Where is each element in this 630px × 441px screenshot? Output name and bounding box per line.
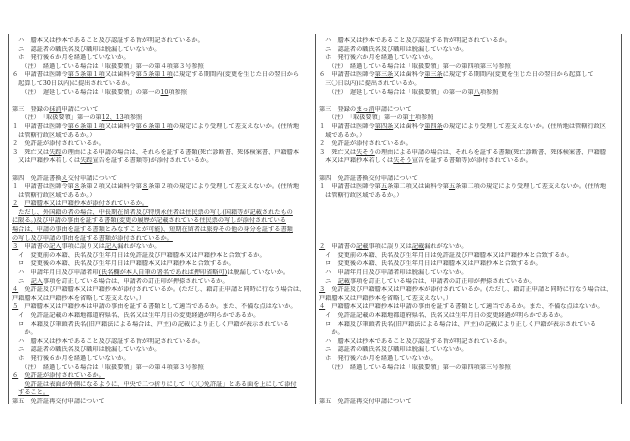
underlined-text: 戸籍謄本又は戸籍抄本が添付されているか。 [24,200,149,208]
text-segment: の規定により受理して差支えないか。(住所地 [172,122,300,130]
text-line [12,269,312,278]
text-segment: 申請書の [18,243,50,251]
text-segment: に規定する期間内(変更を生じた日の翌日から起算して [442,71,594,79]
text-line [12,243,312,252]
text-segment: 項参照 [168,88,187,96]
text-line [319,175,619,184]
text-line [12,278,312,287]
underlined-text: ６ [12,372,19,380]
text-segment [12,381,24,388]
underlined-text: 第６条第１項 [135,122,173,130]
text-line [12,192,312,201]
text-segment: の規定により受理して差支えないか。(住所地は管轄行政区 [442,122,607,130]
text-line [12,312,312,321]
text-line [12,46,312,55]
text-line [319,398,619,407]
underlined-text: ４ [12,286,19,294]
text-segment: は管轄行政区域であるか。） [319,191,403,199]
text-segment: は管轄行政区域であるか。） [12,191,96,199]
underlined-text: の写し及び申請の事由を証する書類が添付されているか。 [12,234,173,242]
text-line [12,97,312,106]
text-line [12,175,312,184]
text-segment: イ 免許証記載の本籍地都道府県名、氏名又は生年月日の変更経過が明らかであるか。 [12,312,260,319]
text-segment: 戸籍謄本又は戸籍抄本を省略して差支えない。） [319,294,453,302]
text-segment: 申請について [61,105,99,113]
text-segment: （注） 遅延している場合は「取扱要領」の第一の [12,88,161,96]
text-line [319,355,619,364]
text-segment: ２ 免許証が添付されているか。 [319,140,412,148]
underlined-text: まっ消 [356,105,375,113]
text-line [319,157,619,166]
text-line [12,71,312,80]
text-segment: 第五 免許証再交付申請について [319,397,412,405]
underlined-text: 五 [448,183,456,191]
text-line [319,226,619,235]
underlined-text: 第５条第１項 [67,71,105,79]
text-segment: イ 変更前の本籍、氏名及び生年月日は免許証及び戸籍謄本又は戸籍抄本と合致するか。 [12,251,266,259]
text-line [12,149,312,158]
text-line [319,329,619,338]
underlined-text: 記入 [104,243,118,251]
text-segment: 項参照 [414,114,434,122]
underlined-text: 第四条 [374,122,394,130]
text-line [12,37,312,46]
text-line [319,389,619,398]
text-segment: 申請書の [325,243,357,251]
text-line [319,381,619,390]
text-segment: ハ 謄本又は抄本であること及び認証する旨が明記されているか。 [12,337,204,345]
text-segment: の理由による申請の場合は、それらを証する書類(死亡診断書、死体検案書、戸籍謄 [374,148,607,156]
text-line [319,97,619,106]
text-segment: ハ 謄本又は抄本であること及び認証する旨が明記されているか。 [12,37,204,44]
text-line [319,269,619,278]
text-segment: 条第二項又は歯科令第 [387,183,449,191]
text-line [12,329,312,338]
text-line [12,286,312,295]
text-segment: １ 申請書は医師令 [319,122,375,130]
text-segment: 戸籍謄本又は戸籍抄本は申請の事由を証する書類として適当であるか。また、不備な点はないか。 [325,303,604,311]
text-segment: ニ 認証者の職氏名及び職印は脱漏していないか。 [12,45,161,53]
text-line [319,217,619,226]
text-segment: ニ 認証者の職氏名及び職印は脱漏していないか。 [319,346,468,354]
text-segment: ロ 本籍及び筆頭者氏名(旧戸籍法による場合は、戸主)の記載により正しく戸籍が表示されている [12,320,290,328]
text-segment: （注） 「取扱要領」第一の第 [319,114,409,122]
text-segment: ハ 謄本又は抄本であること及び認証する旨が明記されているか。 [319,37,511,44]
underlined-text: 12、13 [101,114,124,122]
text-line [12,140,312,149]
text-line [319,123,619,132]
underlined-text: 失そう [393,157,412,165]
text-segment: ハ 申請年月日及び申請者印は脱漏していないか。 [319,269,468,277]
text-segment: ハ 申請年月日及び申請者印 [12,269,99,277]
text-segment: ニ [12,277,31,285]
text-segment: （注） 遅延している場合は「取扱要領」の第一の第 [319,88,474,96]
text-segment: 第四 免許証書換交付申請について [319,174,418,182]
text-line [319,106,619,115]
text-line [319,312,619,321]
text-line [12,63,312,72]
text-line [319,89,619,98]
text-line [319,132,619,141]
text-line [12,389,312,398]
text-segment: 又は歯科令 [104,71,136,79]
text-segment: か。 [319,329,344,337]
text-line [12,398,312,407]
underlined-text: ただし、外国籍の者の場合、中長期在留者及び特別永住者は住民票の写し(国籍等が記載されたもの [18,208,293,216]
underlined-text: ８ [141,183,149,191]
text-line [319,192,619,201]
text-segment: 又は歯科令 [393,71,425,79]
text-segment: イ 免許証記載の本籍地都道府県名、氏名又は生年月日の変更経過が明らかであるか。 [319,312,567,319]
text-segment: （注） 「取扱要領」第一の第 [12,114,102,122]
text-line [12,106,312,115]
text-segment: 事項を訂正している場合は、申請者の訂正印が押捺されているか。 [42,277,229,285]
text-line [12,364,312,373]
text-segment: 免許証及び戸籍謄本又は戸籍抄本が添付されているか。(ただし、籍訂正申請と同時に行なう場合は、 [325,286,613,294]
text-segment: ホ 発行後六か月を経過していないか。 [319,54,437,62]
text-line [319,278,619,287]
text-segment: 事項に誤り又は [368,243,412,251]
text-line [319,364,619,373]
text-line [319,46,619,55]
underlined-text: 八 [473,88,480,96]
underlined-text: 十 [408,114,415,122]
underlined-text: ８ [73,183,81,191]
text-line [319,200,619,209]
text-line [12,54,312,63]
text-segment: ロ 変更後の本籍、氏名及び生年月日は戸籍謄本又は戸籍抄本と合致するか。 [12,260,235,268]
text-segment: ３ 死亡又は [319,148,357,156]
underlined-text: 記載 [337,277,350,285]
text-line [319,71,619,80]
text-segment: ロ 変更後の本籍、氏名及び生年月日は戸籍謄本又は戸籍抄本と合致するか。 [319,260,542,268]
underlined-text: ３ [319,286,326,294]
text-line [12,355,312,364]
text-segment: ２ 免許証が添付されているか。 [12,140,105,148]
text-line [12,303,312,312]
text-line [12,260,312,269]
text-segment: 宣告を証する書類等)が添付されているか。 [92,157,213,165]
text-line [319,372,619,381]
text-segment: 交付申請について [67,174,118,182]
text-line [12,123,312,132]
underlined-text: に限る。)及び申請の事由を証する書類(変更の履歴が記載されている住民票の写しが添付されている [12,217,286,225]
text-segment: 条第二項の規定により受理して差支えないか。(住所地 [455,183,607,191]
text-line [319,321,619,330]
text-line [12,183,312,192]
text-line [12,200,312,209]
text-segment: 戸籍謄本又は戸籍抄本は申請の事由を証する書類として適当であるか。また、不備な点はないか。 [18,303,297,311]
text-segment: ロ 本籍及び筆頭者氏名(旧戸籍法による場合は、戸主)の記載により正しく戸籍が表示されている [319,320,597,328]
text-segment: ホ 発行後６か月を経過していないか。 [12,54,130,62]
text-line [319,114,619,123]
underlined-text: 記入 [49,243,62,251]
text-segment: 域であるか。） [319,131,366,139]
text-segment: ホ 発行後六か月を経過していないか。 [319,354,437,362]
underlined-text: 失そう [356,148,375,156]
text-segment: に規定する期間内(変更を生じた日の翌日から [172,71,300,79]
text-segment: 起算して30日以内)に提出されているか。 [12,79,134,87]
text-segment: は脱漏していないか。 [227,269,290,277]
underlined-text: 記載 [356,243,369,251]
text-line [12,252,312,261]
text-segment: 条第２項の規定により受理して差支えないか。(住所地 [148,183,300,191]
text-segment: は管轄行政区域であるか。） [12,131,96,139]
text-line [12,321,312,330]
underlined-text: 記入 [30,277,43,285]
underlined-text: ２ [12,200,19,208]
text-line [319,243,619,252]
text-segment: 三〇日以内)に提出されているか。 [319,79,421,87]
text-segment: 第五 免許証再交付申請について [12,397,105,405]
text-segment: 又は歯科令 [393,122,425,130]
text-line [12,217,312,226]
text-line [12,338,312,347]
underlined-text: 免許証は表面が外側になるように、中央で二つ折りにして「〇〇免許証」とある面を上にして添付 [24,380,297,388]
text-segment: か。 [12,329,37,337]
underlined-text: (氏名欄が本人自筆の署名であれば押印省略可) [98,269,228,277]
text-segment: １ 申請書は医師令第 [319,183,381,191]
text-line [319,149,619,158]
text-line [12,295,312,304]
underlined-text: 場合は、申請の事由を証する書類とみなすことが可能)、短期在留者は旅券その他の身分を証する書類 [12,226,293,234]
text-segment: 申請について [374,105,412,113]
text-line [319,54,619,63]
text-segment: １ 申請書は医師令第 [12,183,74,191]
text-segment: ハ 謄本又は抄本であること及び認証する旨が明記されているか。 [319,337,511,345]
text-line [12,226,312,235]
left-column-revised [12,37,312,407]
underlined-text: ２ [319,243,326,251]
text-segment: 漏れがないか。 [424,243,468,251]
text-line [12,166,312,175]
underlined-text: 記載 [411,243,425,251]
text-line [12,346,312,355]
text-segment: 漏れがないか。 [117,243,161,251]
right-column-current [319,37,619,407]
text-line [319,260,619,269]
text-line [319,37,619,46]
text-segment: 又は戸籍抄本若しくは [12,157,81,165]
text-segment: 本又は戸籍抄本若しくは [319,157,394,165]
text-segment: （注） 経過している場合は「取扱要領」第一の第４項第３号参照 [12,62,204,70]
text-line [12,114,312,123]
text-line [319,338,619,347]
text-segment: ６ 申請書は医師令 [12,71,68,79]
text-segment: 第四 免許証書換 [12,174,62,182]
underlined-text: 第５条第１項 [135,71,173,79]
underlined-text: ４ [319,303,326,311]
text-line [319,80,619,89]
underlined-text: 失踪 [49,148,62,156]
text-line [319,346,619,355]
underlined-text: 第四条 [424,122,443,130]
text-segment: ホ 発行後６か月を経過していないか。 [12,354,130,362]
underlined-text: 抹消 [49,105,62,113]
text-segment: １ 申請書は医師令 [12,122,68,130]
underlined-text: 五 [380,183,388,191]
underlined-text: ５ [12,303,19,311]
underlined-text: 免許証が添付されているか。 [24,372,105,380]
text-line [12,80,312,89]
text-line [12,209,312,218]
text-line [319,140,619,149]
text-segment: 第三 登録の [319,105,357,113]
underlined-text: 第６条第１項 [67,122,105,130]
text-segment: （注） 経過している場合は「取扱要領」第一の第４項第３号参照 [12,363,204,371]
text-line [319,209,619,218]
text-line [319,286,619,295]
text-segment: 条第２項又は歯科令第 [80,183,142,191]
text-segment: ６ 申請書は医師令 [319,71,375,79]
underlined-text: すること。 [18,389,50,397]
text-segment: 又は歯科令 [104,122,136,130]
text-segment: 項参照 [479,88,499,96]
text-segment: ニ 認証者の職氏名及び職印は脱漏していないか。 [319,45,468,53]
text-segment: 免許証及び戸籍謄本又は戸籍抄本が添付されているか。(ただし、籍訂正申請と同時に行なう場合は、 [18,286,306,294]
text-segment: 戸籍謄本又は戸籍抄本を省略して差支えない。） [12,294,146,302]
text-line [12,372,312,381]
text-segment: （注） 経過している場合は「取扱要領」第一の第四項第三号参照 [319,62,511,70]
text-line [12,235,312,244]
text-segment: 事項に誤り又は [61,243,105,251]
text-line [319,183,619,192]
comparison-table [8,34,622,404]
text-segment: （注） 経過している場合は「取扱要領」第一の第四項第三号参照 [319,363,511,371]
text-line [319,295,619,304]
text-segment: イ 変更前の本籍、氏名及び生年月日は免許証及び戸籍謄本又は戸籍抄本と合致するか。 [319,251,573,259]
text-line [12,157,312,166]
text-line [12,381,312,390]
text-segment: 宣告を証する書類等)が添付されているか。 [411,157,532,165]
text-line [12,89,312,98]
underlined-text: 失踪 [80,157,93,165]
text-line [319,166,619,175]
text-segment: 項参照 [123,114,143,122]
text-segment: ニ 認証者の職氏名及び職印は脱漏していないか。 [12,346,161,354]
underlined-text: 第三条 [424,71,443,79]
text-segment: ニ [319,277,338,285]
text-line [319,252,619,261]
underlined-text: え [61,174,68,182]
text-segment: ３ 死亡又は [12,148,50,156]
underlined-text: ３ [12,243,19,251]
text-line [319,303,619,312]
underlined-text: 第三条 [374,71,394,79]
text-segment: 事項を訂正している場合は、申請者の訂正印が押捺されているか。 [349,277,536,285]
underlined-text: 10 [160,88,169,96]
text-line [319,235,619,244]
column-divider [315,34,316,404]
text-segment: 第三 登録の [12,105,50,113]
text-segment: の理由による申請の場合は、それらを証する書類(死亡診断書、死体検案書、戸籍謄本 [61,148,300,156]
text-line [319,63,619,72]
text-line [12,132,312,141]
